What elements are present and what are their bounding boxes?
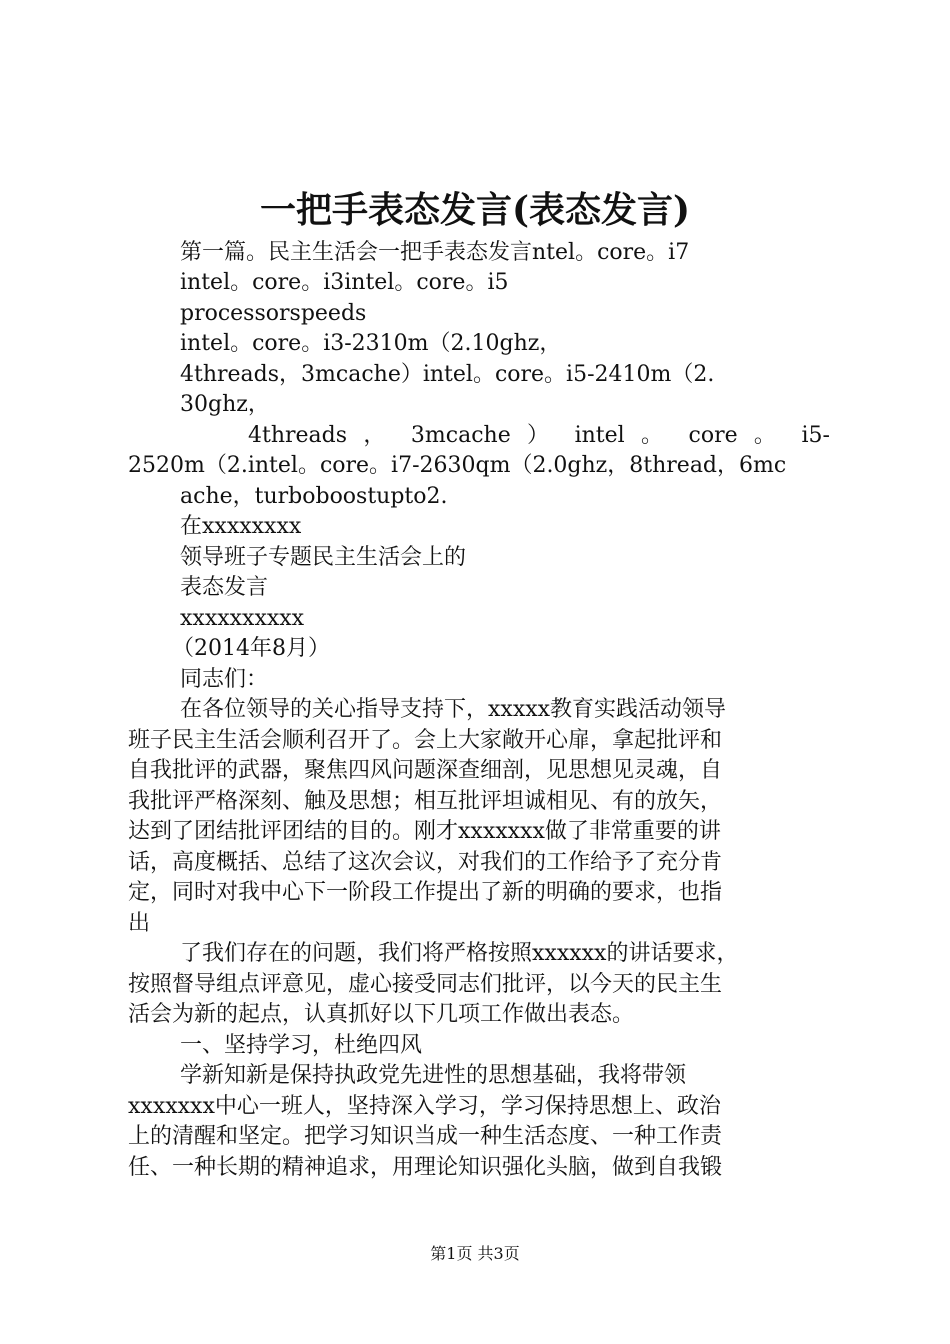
text-line-29: xxxxxxx中心一班人，坚持深入学习，学习保持思想上、政治: [128, 1094, 721, 1119]
text-line-10: 在xxxxxxxx: [180, 514, 302, 539]
text-line-21: 话，高度概括、总结了这次会议，对我们的工作给予了充分肯: [128, 850, 723, 875]
text-line-1: 第一篇。民主生活会一把手表态发言ntel。core。i7: [180, 240, 690, 265]
text-line-16: 在各位领导的关心指导支持下，xxxxx教育实践活动领导: [180, 697, 727, 722]
text-line-31: 任、一种长期的精神追求，用理论知识强化头脑，做到自我锻: [128, 1155, 723, 1180]
text-line-12: 表态发言: [180, 575, 269, 600]
text-line-6: 30ghz，: [180, 392, 270, 417]
text-line-4: intel。core。i3-2310m（2.10ghz，: [180, 331, 562, 356]
text-line-8: 2520m（2.intel。core。i7-2630qm（2.0ghz，8thread，6mc: [128, 453, 787, 478]
text-line-28: 学新知新是保持执政党先进性的思想基础，我将带领: [180, 1063, 687, 1088]
text-line-30: 上的清醒和坚定。把学习知识当成一种生活态度、一种工作责: [128, 1124, 723, 1149]
text-line-11: 领导班子专题民主生活会上的: [180, 545, 467, 570]
text-line-3: processorspeeds: [180, 301, 367, 326]
text-line-17: 班子民主生活会顺利召开了。会上大家敞开心扉，拿起批评和: [128, 728, 723, 753]
text-line-24: 了我们存在的问题，我们将严格按照xxxxxx的讲话要求，: [180, 941, 739, 966]
text-line-23: 出: [128, 911, 151, 936]
page-footer: 第1页 共3页: [430, 1244, 520, 1263]
text-line-18: 自我批评的武器，聚焦四风问题深查细剖，见思想见灵魂，自: [128, 758, 723, 783]
text-line-20: 达到了团结批评团结的目的。刚才xxxxxxx做了非常重要的讲: [128, 819, 721, 844]
text-line-15: 同志们：: [180, 667, 269, 692]
section-heading-1: 一、坚持学习，杜绝四风: [180, 1033, 423, 1058]
text-line-7: 4threads ， 3mcache ） intel 。 core 。 i5-: [248, 423, 830, 448]
text-line-25: 按照督导组点评意见，虚心接受同志们批评，以今天的民主生: [128, 972, 723, 997]
text-line-13: xxxxxxxxxx: [180, 606, 305, 631]
text-line-2: intel。core。i3intel。core。i5: [180, 270, 509, 295]
text-line-26: 活会为新的起点，认真抓好以下几项工作做出表态。: [128, 1002, 635, 1027]
text-line-19: 我批评严格深刻、触及思想；相互批评坦诚相见、有的放矢，: [128, 789, 723, 814]
text-line-5: 4threads，3mcache）intel。core。i5-2410m（2.: [180, 362, 715, 387]
text-line-22: 定，同时对我中心下一阶段工作提出了新的明确的要求，也指: [128, 880, 723, 905]
text-line-9: ache，turboboostupto2.: [180, 484, 448, 509]
text-line-14: （2014年8月）: [172, 636, 330, 661]
document-title: 一把手表态发言(表态发言): [259, 189, 691, 231]
